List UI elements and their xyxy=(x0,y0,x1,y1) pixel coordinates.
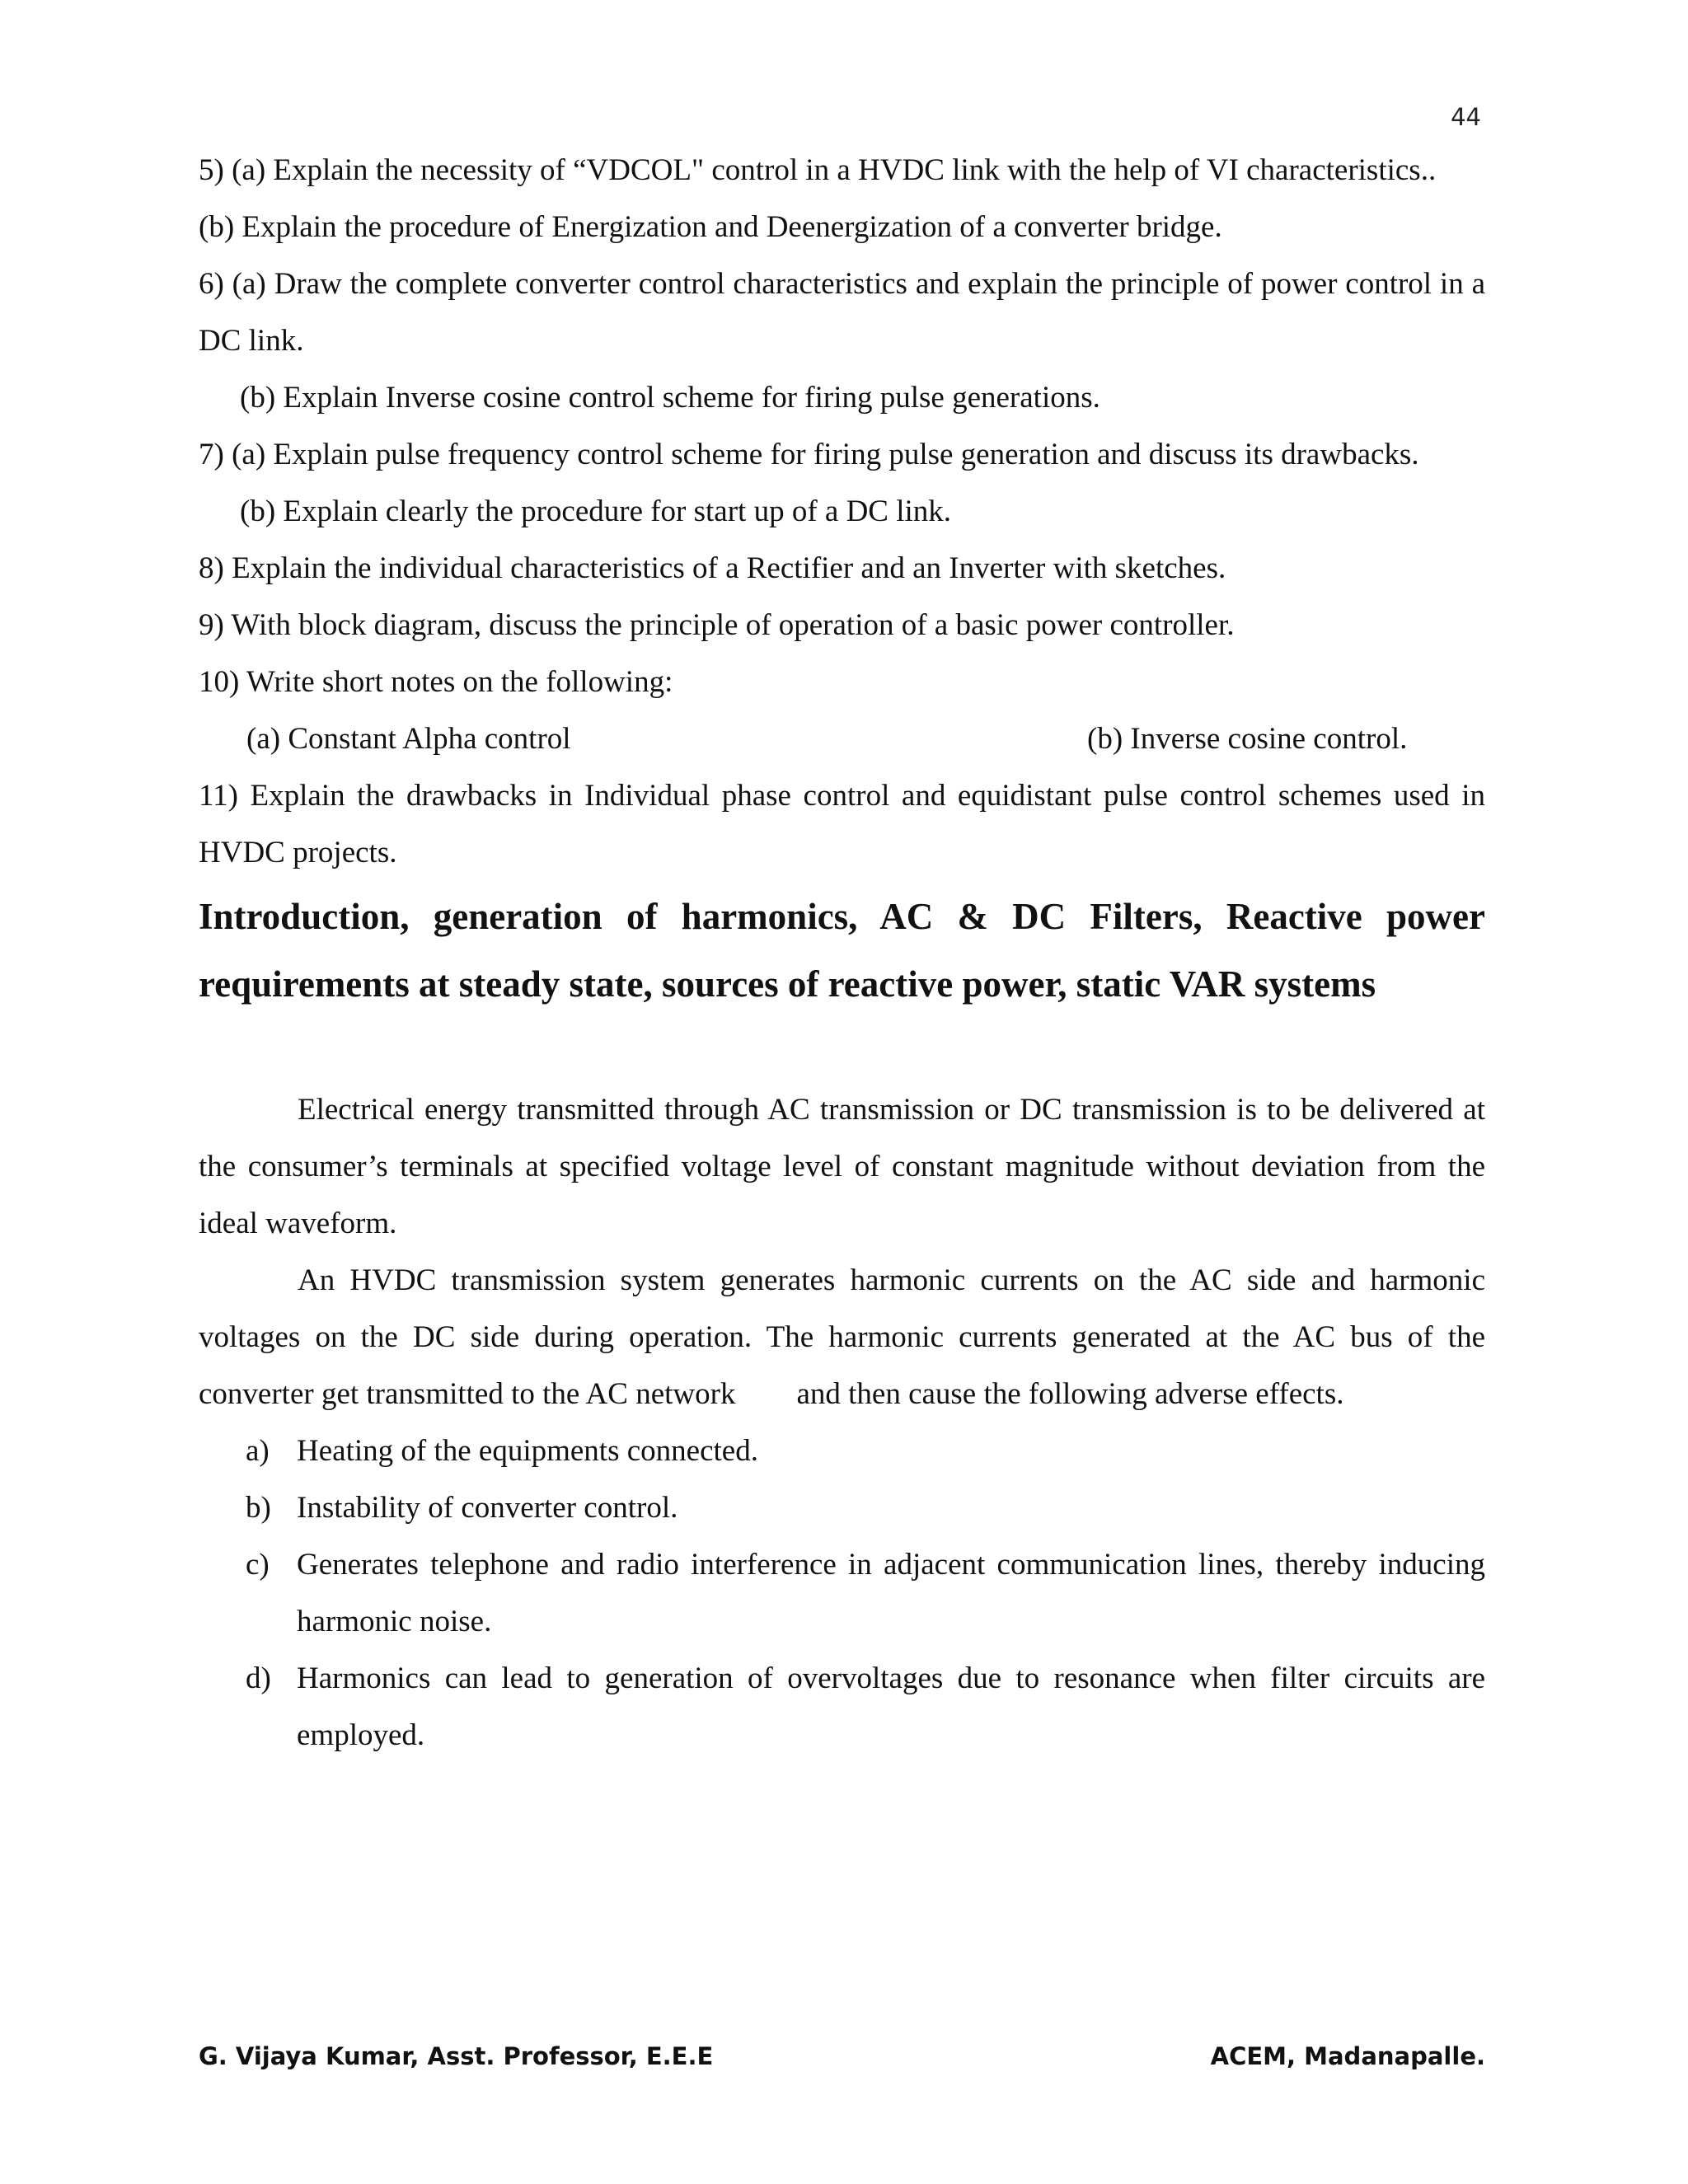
question-9: 9) With block diagram, discuss the principle of operation of a basic power controller. xyxy=(199,608,1235,642)
footer-institution: ACEM, Madanapalle. xyxy=(1210,2042,1485,2070)
list-text: Heating of the equipments connected. xyxy=(297,1434,758,1468)
list-item xyxy=(199,1479,1485,1536)
list-marker: b) xyxy=(246,1491,271,1525)
section-heading: Introduction, generation of harmonics, AC & DC Filters, Reactive power requirements at steady state, sources of reactive power, static VAR systems xyxy=(199,896,1485,1005)
list-marker: a) xyxy=(246,1434,270,1468)
question-5b: (b) Explain the procedure of Energization and Deenergization of a converter bridge. xyxy=(199,210,1222,244)
question-5a: 5) (a) Explain the necessity of “VDCOL" control in a HVDC link with the help of VI characteristics.. xyxy=(199,153,1437,187)
question-8: 8) Explain the individual characteristics of a Rectifier and an Inverter with sketches. xyxy=(199,551,1226,585)
footer-author: G. Vijaya Kumar, Asst. Professor, E.E.E xyxy=(199,2042,714,2070)
spacer xyxy=(199,1018,1485,1081)
question-11: 11) Explain the drawbacks in Individual phase control and equidistant pulse control schemes used in HVDC projects. xyxy=(199,779,1485,869)
list-item xyxy=(199,1422,1485,1479)
question-10-options xyxy=(199,710,1485,767)
list-marker: d) xyxy=(246,1661,271,1695)
question-6b: (b) Explain Inverse cosine control scheme for firing pulse generations. xyxy=(240,381,1100,415)
list-text: Instability of converter control. xyxy=(297,1491,678,1525)
page-number: 44 xyxy=(1451,103,1481,131)
question-6a: 6) (a) Draw the complete converter control characteristics and explain the principle of power control in a DC link. xyxy=(199,267,1485,358)
question-10-option-b: (b) Inverse cosine control. xyxy=(1087,722,1408,756)
paragraph-electrical-energy: Electrical energy transmitted through AC transmission or DC transmission is to be delivered at the consumer’s terminals at specified voltage level of constant magnitude without deviation from the ideal waveform. xyxy=(199,1093,1485,1240)
adverse-effects-list xyxy=(199,1422,1485,1764)
page-content xyxy=(199,142,1493,1764)
page-footer xyxy=(199,2042,1485,2070)
question-10-option-a: (a) Constant Alpha control xyxy=(246,722,571,756)
list-marker: c) xyxy=(246,1548,270,1582)
question-10: 10) Write short notes on the following: xyxy=(199,665,673,699)
list-text: Harmonics can lead to generation of overvoltages due to resonance when filter circuits are employed. xyxy=(297,1661,1485,1752)
list-item xyxy=(199,1650,1485,1764)
paragraph-hvdc-harmonics: An HVDC transmission system generates harmonic currents on the AC side and harmonic voltages on the DC side during operation. The harmonic currents generated at the AC bus of the converter get transmitted to the AC network and then cause the following adverse effects. xyxy=(199,1263,1493,1411)
list-text: Generates telephone and radio interference in adjacent communication lines, thereby inducing harmonic noise. xyxy=(297,1548,1485,1638)
question-7b: (b) Explain clearly the procedure for start up of a DC link. xyxy=(240,494,952,528)
list-item xyxy=(199,1536,1485,1650)
question-7a: 7) (a) Explain pulse frequency control scheme for firing pulse generation and discuss its drawbacks. xyxy=(199,438,1419,471)
